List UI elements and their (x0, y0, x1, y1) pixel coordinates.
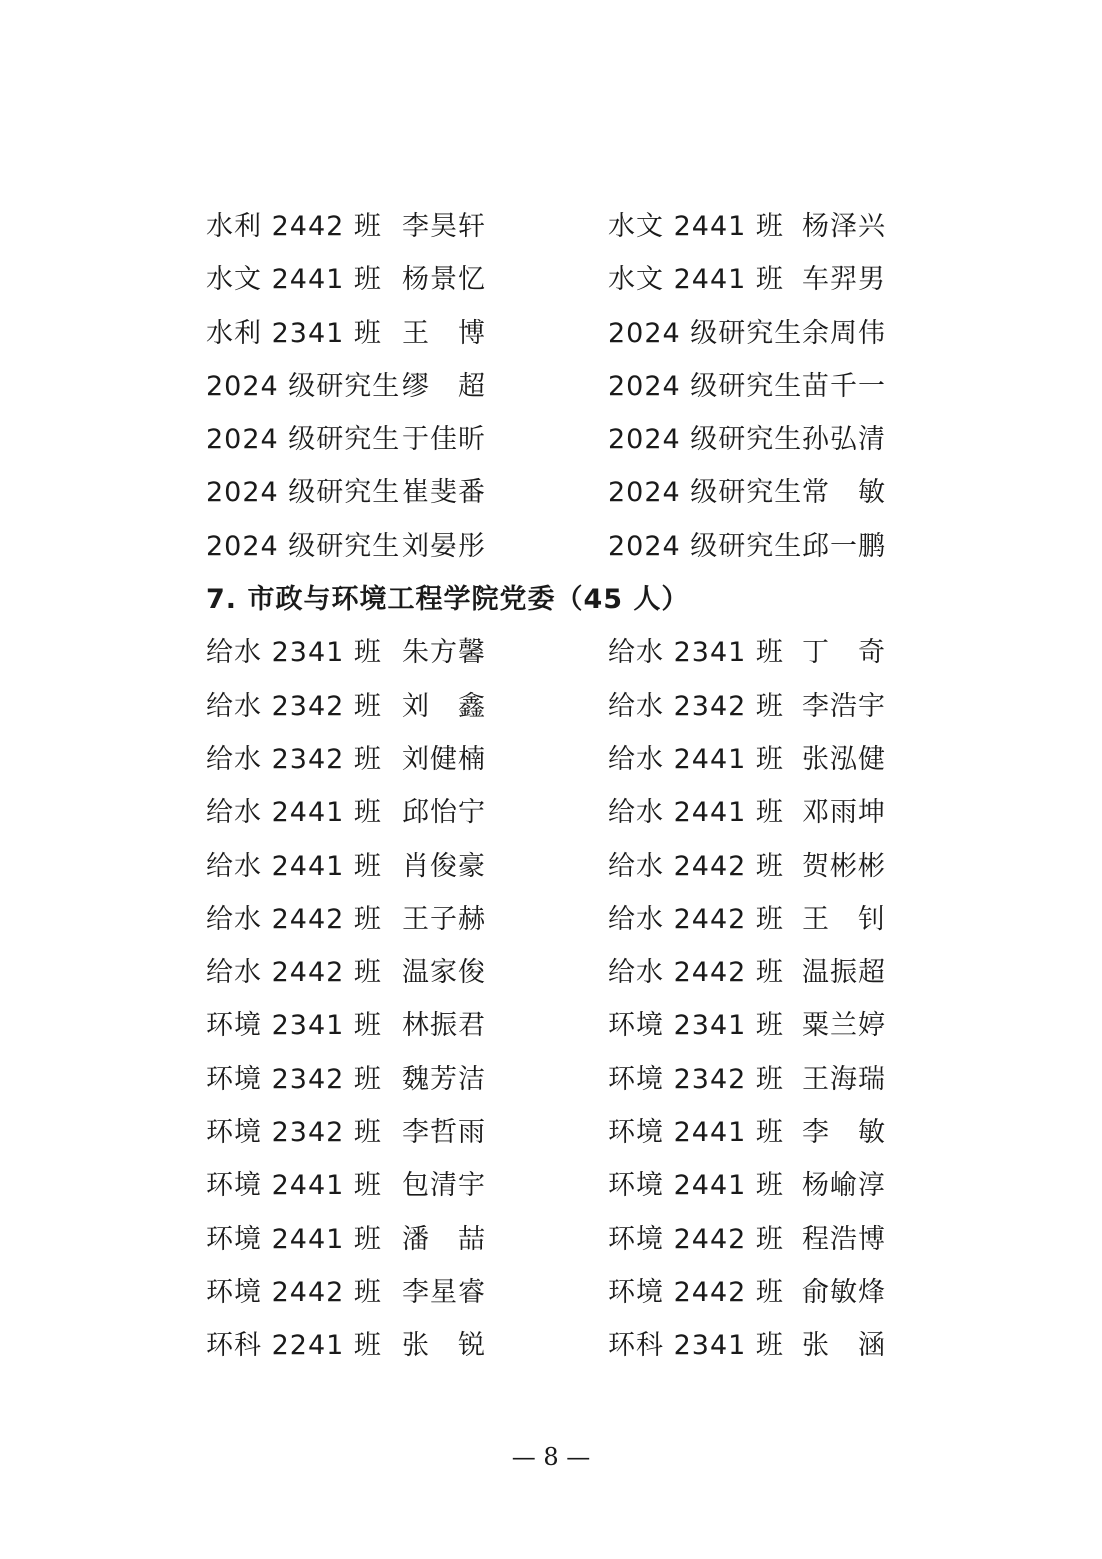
class-name-right: 2024 级研究生 (608, 317, 803, 349)
list-row (206, 1053, 926, 1106)
list-row (206, 626, 926, 679)
class-name-left: 2024 级研究生 (206, 530, 401, 562)
name-list-section-2 (206, 626, 926, 1372)
document-body (206, 200, 926, 1373)
class-name-right: 给水 2442 班 (608, 957, 784, 989)
student-name-right: 苗千一 (802, 370, 886, 402)
student-name-right: 邓雨坤 (802, 797, 886, 829)
class-name-left: 给水 2441 班 (206, 850, 382, 882)
class-name-left: 给水 2341 班 (206, 637, 382, 669)
student-name-left: 魏芳洁 (402, 1063, 486, 1095)
student-name-left: 于佳昕 (402, 424, 486, 456)
class-name-left: 给水 2442 班 (206, 957, 382, 989)
class-name-right: 水文 2441 班 (608, 264, 784, 296)
list-row (206, 946, 926, 999)
list-row (206, 520, 926, 573)
list-row (206, 200, 926, 253)
class-name-left: 2024 级研究生 (206, 477, 401, 509)
page-number: — 8 — (511, 1443, 591, 1471)
class-name-right: 2024 级研究生 (608, 477, 803, 509)
list-row (206, 999, 926, 1052)
student-name-left: 李昊轩 (402, 211, 486, 242)
class-name-right: 给水 2441 班 (608, 743, 784, 775)
class-name-right: 环科 2341 班 (608, 1330, 784, 1362)
student-name-right: 张泓健 (802, 743, 886, 775)
class-name-right: 环境 2341 班 (608, 1010, 784, 1042)
list-row (206, 253, 926, 306)
class-name-right: 环境 2342 班 (608, 1063, 784, 1095)
class-name-left: 水文 2441 班 (206, 264, 382, 296)
list-row (206, 1213, 926, 1266)
student-name-left: 刘 鑫 (402, 690, 486, 722)
name-list-section-1 (206, 200, 926, 573)
list-row (206, 360, 926, 413)
student-name-left: 朱方馨 (402, 637, 486, 669)
student-name-left: 王子赫 (402, 903, 486, 935)
class-name-right: 给水 2442 班 (608, 850, 784, 882)
student-name-left: 邱怡宁 (402, 797, 486, 829)
list-row (206, 786, 926, 839)
student-name-left: 杨景忆 (402, 264, 486, 296)
student-name-right: 王 钊 (802, 903, 886, 935)
student-name-right: 车羿男 (802, 264, 886, 296)
class-name-left: 给水 2342 班 (206, 690, 382, 722)
class-name-left: 给水 2441 班 (206, 797, 382, 829)
student-name-right: 孙弘清 (802, 424, 886, 456)
class-name-left: 水利 2442 班 (206, 211, 382, 242)
class-name-right: 环境 2442 班 (608, 1223, 784, 1255)
class-name-left: 2024 级研究生 (206, 370, 401, 402)
student-name-left: 缪 超 (402, 370, 486, 402)
student-name-right: 李浩宇 (802, 690, 886, 722)
student-name-right: 程浩博 (802, 1223, 886, 1255)
student-name-right: 俞敏烽 (802, 1276, 886, 1308)
student-name-right: 贺彬彬 (802, 850, 886, 882)
list-row (206, 733, 926, 786)
class-name-left: 水利 2341 班 (206, 317, 382, 349)
class-name-right: 环境 2441 班 (608, 1170, 784, 1202)
student-name-left: 崔斐番 (402, 477, 486, 509)
list-row (206, 680, 926, 733)
class-name-left: 环科 2241 班 (206, 1330, 382, 1362)
student-name-right: 张 涵 (802, 1330, 886, 1362)
student-name-left: 刘晏彤 (402, 530, 486, 562)
list-row (206, 466, 926, 519)
student-name-right: 粟兰婷 (802, 1010, 886, 1042)
student-name-right: 杨泽兴 (802, 211, 886, 242)
list-row (206, 413, 926, 466)
student-name-left: 林振君 (402, 1010, 486, 1042)
list-row (206, 840, 926, 893)
student-name-right: 温振超 (802, 957, 886, 989)
class-name-left: 给水 2342 班 (206, 743, 382, 775)
class-name-left: 环境 2441 班 (206, 1170, 382, 1202)
student-name-right: 邱一鹏 (802, 530, 886, 562)
class-name-right: 2024 级研究生 (608, 424, 803, 456)
class-name-right: 水文 2441 班 (608, 211, 784, 242)
student-name-left: 包清宇 (402, 1170, 486, 1202)
class-name-left: 环境 2342 班 (206, 1063, 382, 1095)
class-name-right: 给水 2441 班 (608, 797, 784, 829)
list-row (206, 1266, 926, 1319)
class-name-left: 环境 2442 班 (206, 1276, 382, 1308)
class-name-right: 环境 2441 班 (608, 1117, 784, 1149)
student-name-left: 王 博 (402, 317, 486, 349)
student-name-left: 潘 喆 (402, 1223, 486, 1255)
student-name-left: 肖俊豪 (402, 850, 486, 882)
student-name-left: 温家俊 (402, 957, 486, 989)
class-name-right: 2024 级研究生 (608, 530, 803, 562)
class-name-right: 环境 2442 班 (608, 1276, 784, 1308)
class-name-left: 环境 2441 班 (206, 1223, 382, 1255)
student-name-left: 李哲雨 (402, 1117, 486, 1149)
class-name-left: 给水 2442 班 (206, 903, 382, 935)
section-heading: 7. 市政与环境工程学院党委（45 人） (206, 584, 690, 616)
student-name-left: 刘健楠 (402, 743, 486, 775)
class-name-left: 环境 2341 班 (206, 1010, 382, 1042)
student-name-right: 王海瑞 (802, 1063, 886, 1095)
list-row (206, 1319, 926, 1372)
list-row (206, 307, 926, 360)
student-name-right: 余周伟 (802, 317, 886, 349)
class-name-right: 给水 2342 班 (608, 690, 784, 722)
student-name-left: 李星睿 (402, 1276, 486, 1308)
list-row (206, 893, 926, 946)
class-name-right: 2024 级研究生 (608, 370, 803, 402)
class-name-right: 给水 2341 班 (608, 637, 784, 669)
class-name-right: 给水 2442 班 (608, 903, 784, 935)
list-row (206, 1159, 926, 1212)
student-name-left: 张 锐 (402, 1330, 486, 1362)
class-name-left: 2024 级研究生 (206, 424, 401, 456)
student-name-right: 常 敏 (802, 477, 886, 509)
student-name-right: 杨崳淳 (802, 1170, 886, 1202)
student-name-right: 丁 奇 (802, 637, 886, 669)
student-name-right: 李 敏 (802, 1117, 886, 1149)
class-name-left: 环境 2342 班 (206, 1117, 382, 1149)
list-row (206, 1106, 926, 1159)
